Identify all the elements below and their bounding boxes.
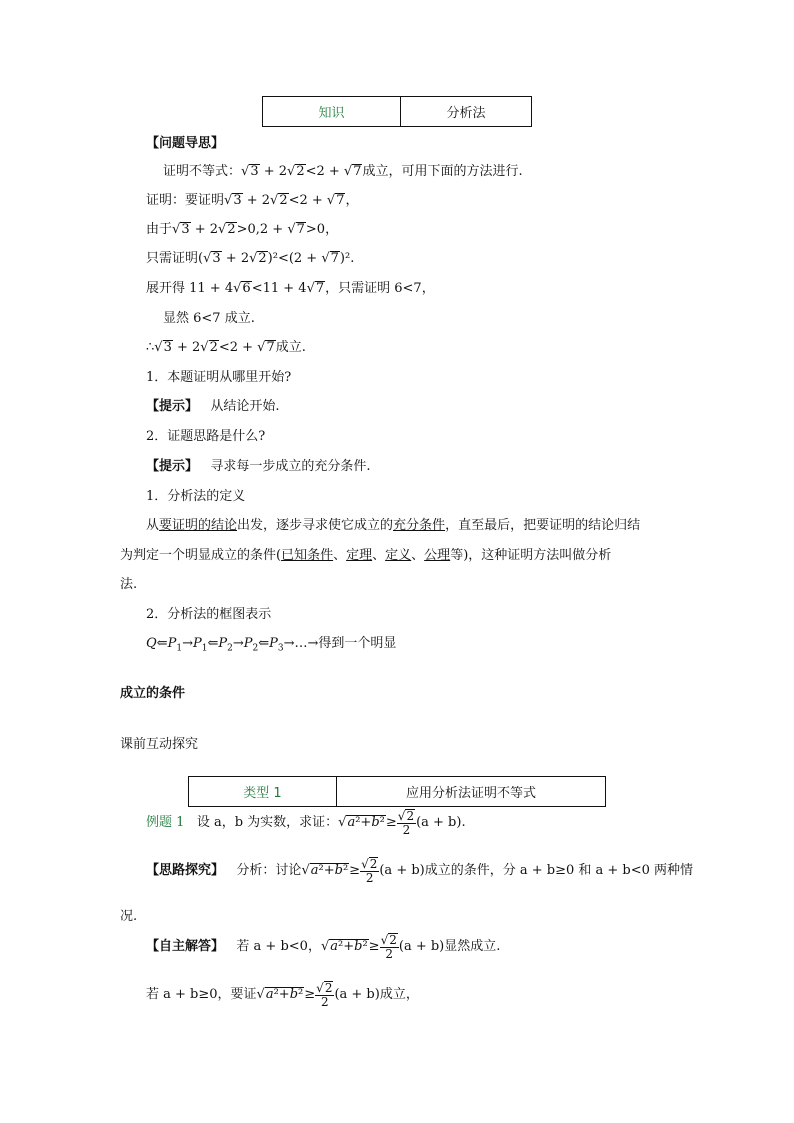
frame-title: 2．分析法的框图表示 xyxy=(146,607,272,622)
definition-line-3: 法. xyxy=(120,577,138,592)
definition-line-2: 为判定一个明显成立的条件(已知条件、定理、定义、公理等)，这种证明方法叫做分析 xyxy=(120,548,612,563)
last-line: 若 a + b≥0，要证√a²+b²≥ $\frac{√2}{2}$ (a + b)成立， xyxy=(146,981,419,1009)
silu-line-2: 况. xyxy=(120,909,138,924)
expand-line: 展开得 11 + 4√6<11 + 4√7，只需证明 6<7， xyxy=(146,281,435,296)
since-line: 由于√3 + 2√2>0,2 + √7>0， xyxy=(146,222,339,237)
obvious-line: 显然 6<7 成立. xyxy=(163,311,255,326)
definition-line-1: 从要证明的结论出发，逐步寻求使它成立的充分条件，直至最后，把要证明的结论归结 xyxy=(146,518,641,533)
wenti-heading: 【问题导思】 xyxy=(146,136,225,151)
zizhu-line: 【自主解答】 若 a + b<0，√a²+b²≥ $\frac{√2}{2}$ (a + b)显然成立. xyxy=(146,933,501,961)
silu-line: 【思路探究】 分析：讨论√a²+b²≥ $\frac{√2}{2}$ (a + b)成立的条件，分 a + b≥0 和 a + b<0 两种情 xyxy=(146,857,694,885)
analysis-method-cell: 分析法 xyxy=(401,97,532,127)
section-heading: 课前互动探究 xyxy=(120,737,199,752)
question-1: 1．本题证明从哪里开始? xyxy=(146,370,292,385)
tip-2: 【提示】 寻求每一步成立的充分条件. xyxy=(146,459,371,474)
definition-title: 1．分析法的定义 xyxy=(146,489,246,504)
type-title-cell: 应用分析法证明不等式 xyxy=(337,777,606,807)
question-2: 2．证题思路是什么? xyxy=(146,429,266,444)
frame-diagram-line: $Q⇐P_1\to P_1⇐P_2\to P_2⇐P_3\to\dots\to$得到一个明显 xyxy=(146,636,397,654)
chengli-heading: 成立的条件 xyxy=(120,686,186,701)
type-table xyxy=(188,776,606,807)
example-1: 例题 1 设 a，b 为实数，求证：√a²+b²≥ $\frac{√2}{2}$ (a + b). xyxy=(146,809,466,837)
tip-1: 【提示】 从结论开始. xyxy=(146,399,280,414)
knowledge-table xyxy=(262,96,532,127)
type-label-cell: 类型 1 xyxy=(189,777,337,807)
therefore-line: ∴√3 + 2√2<2 + √7成立. xyxy=(146,340,306,355)
only-need-line: 只需证明(√3 + 2√2)²<(2 + √7)². xyxy=(146,251,355,266)
knowledge-cell: 知识 xyxy=(263,97,401,127)
proof-line: 证明：要证明√3 + 2√2<2 + √7， xyxy=(146,193,359,208)
intro-line: 证明不等式：√3 + 2√2<2 + √7成立，可用下面的方法进行. xyxy=(163,164,523,179)
